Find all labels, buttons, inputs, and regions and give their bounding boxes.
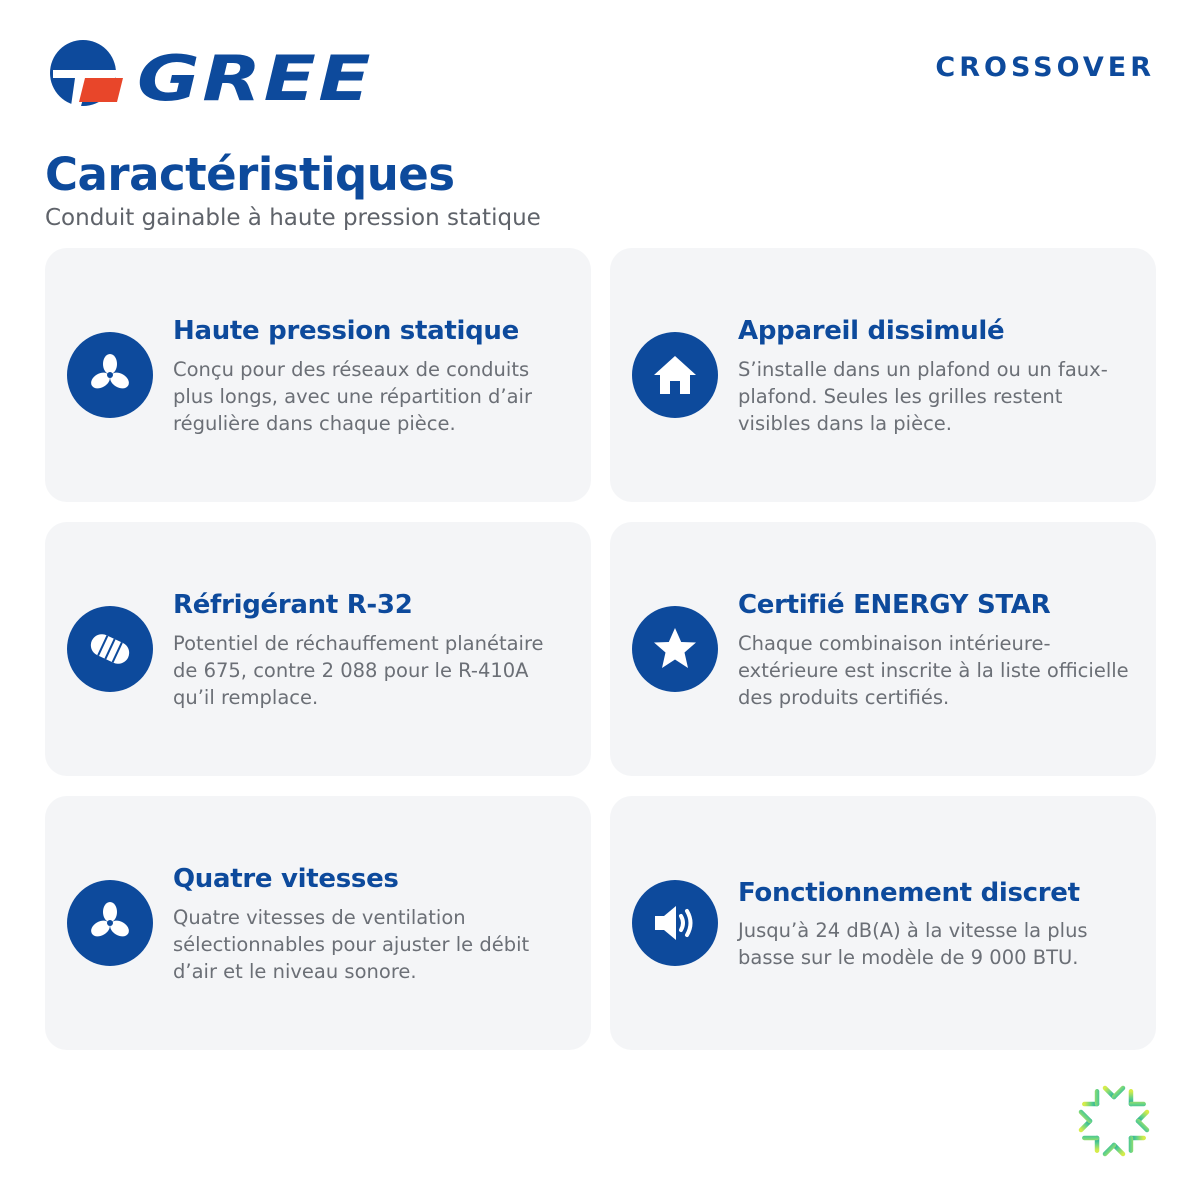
speaker-icon [632, 880, 718, 966]
gree-logo-mark [45, 40, 375, 106]
feature-card-refrigerant [45, 522, 591, 776]
feature-title: Quatre vitesses [173, 864, 399, 894]
logo-wordmark: GREE [137, 42, 373, 106]
gree-logo [45, 40, 375, 106]
feature-title: Réfrigérant R-32 [173, 590, 413, 620]
feature-card-high-static-pressure [45, 248, 591, 502]
star-icon [632, 606, 718, 692]
feature-card-quiet-operation [610, 796, 1156, 1050]
fan-icon [67, 880, 153, 966]
snowflake-icon [1064, 1075, 1164, 1171]
feature-title: Haute pression statique [173, 316, 519, 346]
feature-description: Potentiel de réchauffement planétaire de 675, contre 2 088 pour le R-410A qu’il remplace. [173, 632, 544, 709]
feature-description: Chaque combinaison intérieure-extérieure est inscrite à la liste officielle des produits certifiés. [738, 632, 1129, 709]
house-icon [632, 332, 718, 418]
page-subtitle: Conduit gainable à haute pression statique [45, 205, 541, 231]
feature-description: S’installe dans un plafond ou un faux-plafond. Seules les grilles restent visibles dans la pièce. [738, 358, 1108, 435]
fan-icon [67, 332, 153, 418]
feature-description: Conçu pour des réseaux de conduits plus longs, avec une répartition d’air régulière dans chaque pièce. [173, 358, 532, 435]
feature-title: Certifié ENERGY STAR [738, 590, 1051, 620]
feature-description: Jusqu’à 24 dB(A) à la vitesse la plus basse sur le modèle de 9 000 BTU. [738, 919, 1088, 969]
feature-description: Quatre vitesses de ventilation sélectionnables pour ajuster le débit d’air et le niveau sonore. [173, 906, 530, 983]
feature-card-four-speeds [45, 796, 591, 1050]
feature-title: Fonctionnement discret [738, 878, 1080, 908]
feature-title: Appareil dissimulé [738, 316, 1005, 346]
feature-card-concealed-unit [610, 248, 1156, 502]
page-title: Caractéristiques [45, 148, 455, 201]
refrigerant-capsule-icon [67, 606, 153, 692]
feature-card-energy-star [610, 522, 1156, 776]
brand-tag: CROSSOVER [935, 52, 1155, 83]
